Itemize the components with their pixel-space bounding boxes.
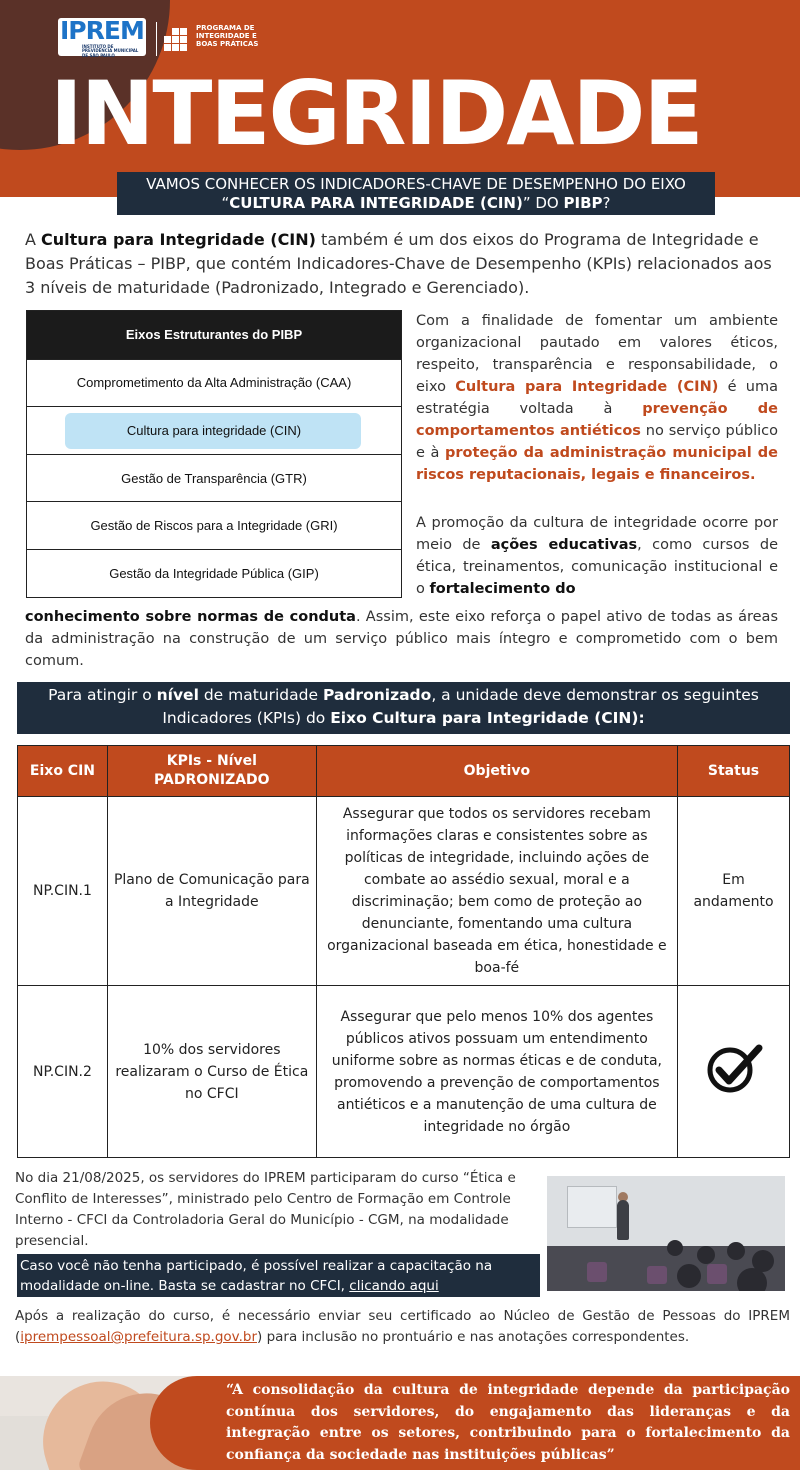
- kpi-objective: Assegurar que pelo menos 10% dos agentes públicos ativos possuam um entendimento uniforme sobre as normas éticas e de conduta, promovendo a prevenção de comportamentos antiéticos e a manutenção de uma cultura de integridade no órgão: [316, 986, 677, 1158]
- course-info-text: No dia 21/08/2025, os servidores do IPREM participaram do curso “Ética e Conflito de Interesses”, ministrado pelo Centro de Formação em Controle Interno - CFCI da Controladoria Geral do Município - CGM, na modalidade presencial.: [15, 1170, 516, 1249]
- maturity-banner: Para atingir o nível de maturidade Padronizado, a unidade deve demonstrar os seguintes Indicadores (KPIs) do Eixo Cultura para Integridade (CIN):: [17, 682, 790, 734]
- footer-quote-section: [0, 1376, 800, 1470]
- program-name: PROGRAMA DE INTEGRIDADE E BOAS PRÁTICAS: [196, 24, 259, 48]
- email-link[interactable]: iprempessoal@prefeitura.sp.gov.br: [20, 1329, 258, 1345]
- page-title: INTEGRIDADE: [50, 62, 702, 165]
- kpi-table: [17, 745, 790, 1158]
- eixos-row: Comprometimento da Alta Administração (CAA): [27, 359, 401, 407]
- kpi-objective: Assegurar que todos os servidores recebam informações claras e consistentes sobre as políticas de integridade, incluindo ações de combate ao assédio sexual, moral e a discriminação; bem como de proteção ao denunciante, fomentando uma cultura organizacional baseada em ética, honestidade e boa-fé: [316, 797, 677, 986]
- cin-promotion-text: A promoção da cultura de integridade ocorre por meio de ações educativas, como cursos de ética, treinamentos, comunicação institucional e o fortalecimento do: [416, 515, 778, 597]
- kpi-code: NP.CIN.2: [18, 986, 108, 1158]
- kpi-status: [678, 986, 790, 1158]
- eixos-table-header: Eixos Estruturantes do PIBP: [27, 311, 401, 359]
- col-header-eixo: Eixo CIN: [18, 746, 108, 797]
- col-header-kpi: KPIs - Nível PADRONIZADO: [107, 746, 316, 797]
- col-header-status: Status: [678, 746, 790, 797]
- cfci-signup-link[interactable]: clicando aqui: [349, 1278, 439, 1294]
- kpi-row: [18, 986, 790, 1158]
- cin-purpose-text: Com a finalidade de fomentar um ambiente organizacional pautado em valores éticos, respeito, transparência e responsabilidade, o eixo Cultura para Integridade (CIN) é uma estratégia voltada à prevenção de comportamentos antiéticos no serviço público e à proteção da administração municipal de riscos reputacionais, legais e financeiros.: [416, 313, 779, 483]
- eixos-row-highlighted: Cultura para integridade (CIN): [27, 406, 401, 454]
- eixos-row: Gestão de Riscos para a Integridade (GRI): [27, 501, 401, 549]
- eixos-table: [26, 310, 402, 598]
- check-circle-icon: [704, 1040, 764, 1096]
- closing-quote: “A consolidação da cultura de integridade depende da participação contínua dos servidores, do engajamento das lideranças e da integração entre os setores, contribuindo para o fortalecimento da confiança da sociedade nas instituições públicas”: [226, 1382, 790, 1463]
- eixos-row: Gestão da Integridade Pública (GIP): [27, 549, 401, 597]
- online-course-box: Caso você não tenha participado, é possível realizar a capacitação na modalidade on-line. Basta se cadastrar no CFCI, clicando aqui: [17, 1254, 540, 1297]
- kpi-row: [18, 797, 790, 986]
- kpi-table-header-row: [18, 746, 790, 797]
- pibp-logo-icon: [164, 28, 188, 52]
- logo-divider: [156, 22, 157, 56]
- kpi-name: Plano de Comunicação para a Integridade: [107, 797, 316, 986]
- kpi-status: Em andamento: [678, 797, 790, 986]
- hands-photo: [0, 1376, 220, 1470]
- intro-paragraph: A Cultura para Integridade (CIN) também é um dos eixos do Programa de Integridade e Boas Práticas – PIBP, que contém Indicadores-Chave de Desempenho (KPIs) relacionados aos 3 níveis de maturidade (Padronizado, Integrado e Gerenciado).: [25, 230, 772, 297]
- kpi-name: 10% dos servidores realizaram o Curso de Ética no CFCI: [107, 986, 316, 1158]
- iprem-logo: IPREM INSTITUTO DE PREVIDÊNCIA MUNICIPAL DE SÃO PAULO: [58, 18, 146, 56]
- eixos-row: Gestão de Transparência (GTR): [27, 454, 401, 502]
- col-header-objetivo: Objetivo: [316, 746, 677, 797]
- course-photo: [547, 1176, 785, 1291]
- cin-promotion-continued: conhecimento sobre normas de conduta. Assim, este eixo reforça o papel ativo de todas as áreas da administração na construção de um serviço público mais íntegro e comprometido com o bem comum.: [25, 609, 778, 669]
- kpi-code: NP.CIN.1: [18, 797, 108, 986]
- subtitle-box: VAMOS CONHECER OS INDICADORES-CHAVE DE DESEMPENHO DO EIXO “CULTURA PARA INTEGRIDADE (CIN)” DO PIBP?: [117, 172, 715, 215]
- header: [0, 0, 800, 197]
- certificate-instructions: Após a realização do curso, é necessário enviar seu certificado ao Núcleo de Gestão de Pessoas do IPREM (iprempessoal@prefeitura.sp.gov.br) para inclusão no prontuário e nas anotações correspondentes.: [15, 1308, 790, 1345]
